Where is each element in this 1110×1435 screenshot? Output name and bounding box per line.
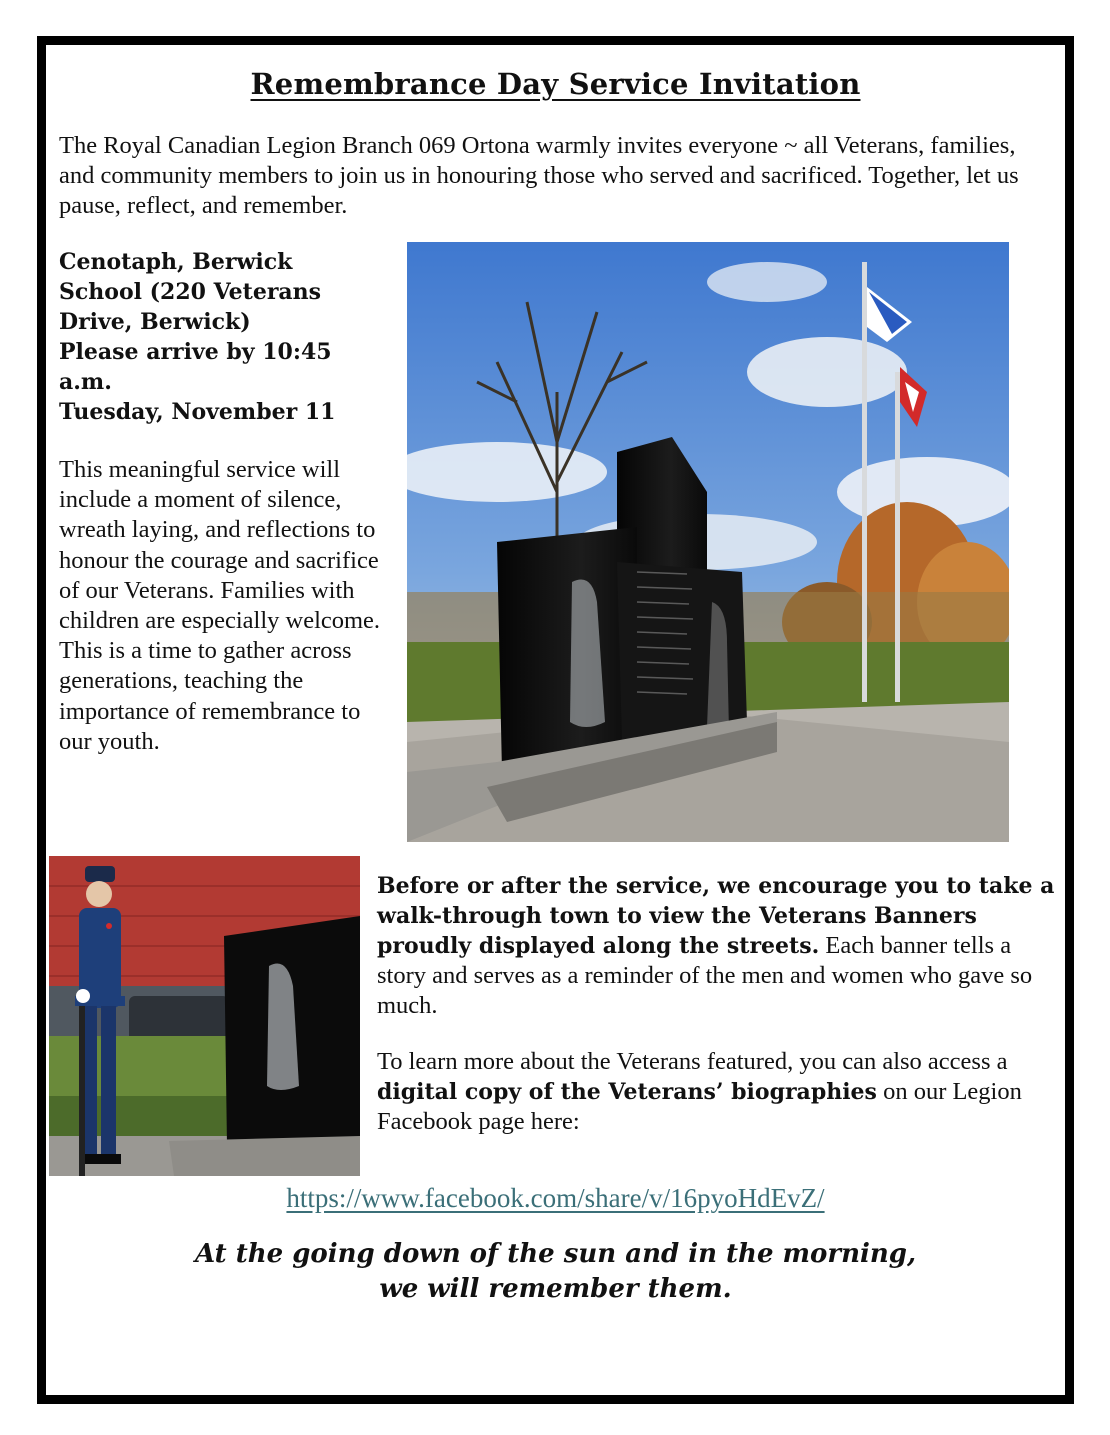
page-title: Remembrance Day Service Invitation (250, 67, 861, 101)
service-date: Tuesday, November 11 (59, 399, 336, 425)
learn-more-text-2: on our Legion Facebook page here: (377, 1078, 1022, 1135)
cenotaph-photo-illustration (407, 242, 1009, 842)
learn-more-text-1: To learn more about the Veterans featured, you can also access a (377, 1048, 1008, 1075)
cenotaph-photo (407, 242, 1009, 842)
location-place: Cenotaph, Berwick School (220 Veterans Drive, Berwick) (59, 249, 322, 335)
closing-verse (46, 1237, 1065, 1307)
learn-more-bold: digital copy of the Veterans’ biographies (377, 1079, 877, 1105)
learn-more-paragraph (377, 1047, 1057, 1137)
invitation-frame (37, 36, 1074, 1404)
cadet-photo-illustration (49, 856, 360, 1176)
walk-through-paragraph (377, 871, 1057, 1021)
walk-through-rest: Each banner tells a story and serves as a reminder of the men and women who gave so much. (377, 932, 1033, 1019)
arrival-time: Please arrive by 10:45 a.m. (59, 339, 332, 395)
cadet-honour-guard-photo (49, 856, 360, 1176)
location-block (59, 247, 379, 427)
facebook-link[interactable]: https://www.facebook.com/share/v/16pyoHdEvZ/ (286, 1183, 825, 1213)
walk-through-bold: Before or after the service, we encourage you to take a walk-through town to view the Veterans Banners proudly displayed along the streets. (377, 873, 1055, 959)
closing-line-1: At the going down of the sun and in the morning, (194, 1239, 917, 1269)
intro-paragraph: The Royal Canadian Legion Branch 069 Ortona warmly invites everyone ~ all Veterans, families, and community members to join us in honouring those who served and sacrificed. Together, let us pause, reflect, and remember. (59, 132, 1019, 219)
service-description: This meaningful service will include a moment of silence, wreath laying, and reflections to honour the courage and sacrifice of our Veterans. Families with children are especially welcome. This is a time to gather across generations, teaching the importance of remembrance to our youth. (59, 456, 381, 755)
closing-line-2: we will remember them. (379, 1274, 732, 1304)
